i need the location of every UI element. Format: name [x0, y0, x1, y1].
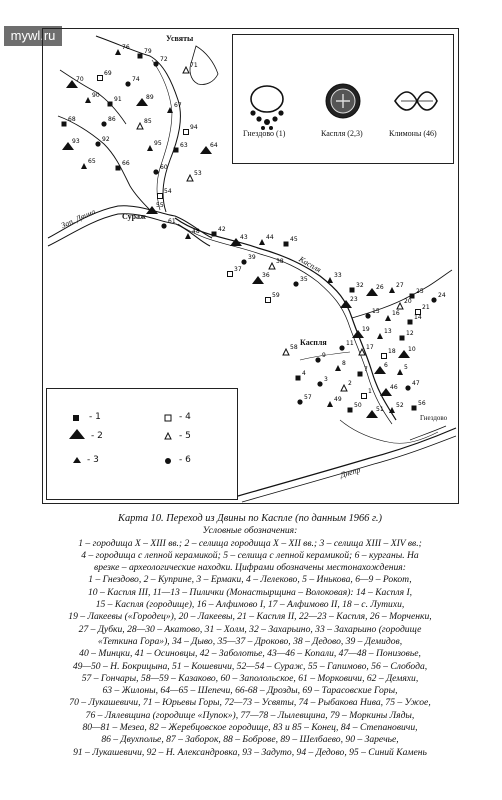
caption-line: 15 – Каспля (городище), 16 – Алфимово I, 17 – Алфимово II, 18 – с. Лутихи,	[95, 599, 405, 611]
label-dnepr: Днепр	[339, 465, 362, 480]
site-marker	[358, 372, 363, 377]
site-marker	[116, 166, 121, 171]
label-dvina: Зап. Двина	[59, 206, 97, 231]
site-number-label: 32	[356, 282, 364, 289]
caption-line: 19 – Лакеевы («Городец»), 20 – Лакеевы, 21 – Каспля II, 22—23 – Каспля, 26 – Морченки,	[68, 611, 432, 623]
legend-symbol-triangle-small-filled	[73, 457, 81, 463]
site-number-label: 89	[146, 94, 154, 101]
site-marker	[137, 123, 143, 129]
river-west-tributary	[58, 116, 150, 210]
legend-box	[46, 388, 238, 500]
caption-line: 70 – Лукашевичи, 71 – Юрьевы Горы, 72—73 – Усвяты, 74 – Рыбакова Нива, 75 – Ужое,	[69, 697, 431, 709]
site-marker	[269, 263, 275, 269]
river-usvyaty	[96, 36, 180, 212]
label-usvyaty: Усвяты	[166, 34, 194, 43]
site-marker	[284, 242, 289, 247]
site-marker	[147, 145, 153, 151]
site-number-label: 56	[418, 400, 426, 407]
site-number-label: 7	[364, 366, 368, 373]
inset-label-kaspla: Каспля (2,3)	[321, 129, 363, 138]
site-marker	[153, 169, 158, 174]
site-number-label: 37	[234, 266, 242, 273]
site-marker	[158, 194, 163, 199]
site-marker	[161, 223, 166, 228]
legend-symbol-triangle-large-filled	[69, 429, 85, 439]
site-number-label: 48	[192, 228, 200, 235]
site-marker	[350, 288, 355, 293]
site-number-label: 63	[180, 142, 188, 149]
site-marker	[297, 399, 302, 404]
caption-line: 63 – Жилоны, 64—65 – Шепечи, 66-68 – Дрозды, 69 – Тарасовские Горы,	[102, 685, 398, 697]
site-number-label: 71	[190, 62, 198, 69]
caption-line: 40 – Минцки, 41 – Осиновцы, 42 – Заболотье, 43—46 – Копали, 47—48 – Понизовье,	[79, 648, 421, 660]
site-number-label: 10	[408, 346, 416, 353]
site-marker	[125, 81, 130, 86]
site-number-label: 79	[144, 48, 152, 55]
site-marker	[385, 315, 391, 321]
site-number-label: 5	[404, 364, 408, 371]
site-number-label: 12	[406, 330, 414, 337]
site-number-label: 64	[210, 142, 218, 149]
site-number-label: 55	[156, 202, 164, 209]
site-marker	[382, 354, 387, 359]
site-marker	[412, 406, 417, 411]
caption-line: 1 – Гнездово, 2 – Куприне, 3 – Ермаки, 4 – Лелеково, 5 – Инькова, 6—9 – Рокот,	[88, 574, 412, 586]
site-number-label: 16	[392, 310, 400, 317]
site-number-label: 36	[262, 272, 270, 279]
site-number-label: 33	[334, 272, 342, 279]
legend-symbol-triangle-open	[165, 433, 171, 439]
site-number-label: 44	[266, 234, 274, 241]
site-marker	[335, 365, 341, 371]
caption-line: 86 – Двухполье, 87 – Заборок, 88 – Боброве, 89 – Шелбаево, 90 – Заречье,	[101, 734, 399, 746]
site-number-label: 66	[122, 160, 130, 167]
caption-line: врезке – археологические находки. Цифрами обозначены местонахождения:	[94, 562, 406, 574]
site-marker	[315, 357, 320, 362]
label-gnezdovo: Гнездово	[420, 414, 448, 422]
site-number-label: 19	[362, 326, 370, 333]
site-marker	[266, 298, 271, 303]
site-marker	[259, 239, 265, 245]
caption-line: 49—50 – Н. Бокрицына, 51 – Кошевичи, 52—54 – Сураж, 55 – Гапимово, 56 – Слобода,	[72, 660, 428, 672]
site-number-label: 51	[376, 406, 384, 413]
legend-item-4: - 4	[179, 412, 191, 422]
caption-line: 80—81 – Мезеа, 82 – Жеребцовское городище, 83 и 85 – Конец, 84 – Степановичи,	[82, 722, 418, 734]
site-number-label: 92	[102, 136, 110, 143]
site-number-label: 27	[396, 282, 404, 289]
site-number-label: 35	[300, 276, 308, 283]
legend-symbols	[47, 389, 237, 499]
site-number-label: 25	[416, 288, 424, 295]
site-marker	[296, 376, 301, 381]
legend-symbol-circle-filled	[165, 458, 171, 464]
site-marker	[187, 175, 193, 181]
caption-line: 10 – Каспля III, 11—13 – Пилички (Монастырщина – Волоковая): 14 – Каспля I,	[87, 586, 413, 598]
site-number-label: 76	[122, 44, 130, 51]
inset-label-klimony: Климоны (46)	[389, 129, 437, 138]
site-number-label: 9	[322, 352, 326, 359]
site-marker	[389, 287, 395, 293]
site-marker	[62, 122, 67, 127]
site-marker	[293, 281, 298, 286]
site-marker	[153, 61, 158, 66]
site-number-label: 46	[390, 384, 398, 391]
site-number-label: 85	[144, 118, 152, 125]
site-number-label: 58	[290, 344, 298, 351]
site-number-label: 1	[368, 388, 372, 395]
legend-item-6: - 6	[179, 455, 191, 465]
site-number-label: 52	[396, 402, 404, 409]
site-marker	[183, 67, 189, 73]
site-number-label: 38	[276, 258, 284, 265]
site-marker	[327, 277, 333, 283]
caption-line: 57 – Гончары, 58—59 – Казаково, 60 – Заполольское, 61 – Морковичи, 62 – Демяхи,	[81, 672, 419, 684]
site-number-label: 68	[68, 116, 76, 123]
legend-item-1: - 1	[89, 412, 101, 422]
site-number-label: 8	[342, 360, 346, 367]
label-kaspla-town: Каспля	[300, 338, 327, 347]
site-number-label: 13	[384, 328, 392, 335]
legend-symbol-square-open	[165, 415, 171, 421]
site-number-label: 21	[422, 304, 430, 311]
site-number-label: 20	[404, 298, 412, 305]
site-number-label: 24	[438, 292, 446, 299]
site-number-label: 91	[114, 96, 122, 103]
site-number-label: 54	[164, 188, 172, 195]
label-kaspla-river: Каспля	[297, 254, 323, 275]
site-marker	[397, 303, 403, 309]
caption-line: 4 – городища с лепной керамикой; 5 – селища с лепной керамикой; 6 – курганы. На	[81, 549, 419, 561]
site-number-label: 4	[302, 370, 306, 377]
site-number-label: 49	[334, 396, 342, 403]
site-number-label: 17	[366, 344, 374, 351]
site-marker	[283, 349, 289, 355]
site-number-label: 67	[174, 102, 182, 109]
site-number-label: 42	[218, 226, 226, 233]
site-number-label: 47	[412, 380, 420, 387]
caption-line: «Теткина Гора»), 34 – Дыво, 35—37 – Дроково, 38 – Дедово, 39 – Демидов,	[97, 635, 403, 647]
label-surazh: Сураж	[122, 212, 146, 221]
necklace-drawing	[250, 86, 283, 130]
site-number-label: 45	[290, 236, 298, 243]
site-marker	[95, 141, 100, 146]
site-number-label: 2	[348, 380, 352, 387]
site-number-label: 15	[372, 308, 380, 315]
site-number-label: 57	[304, 394, 312, 401]
site-marker	[317, 381, 322, 386]
caption-line: 27 – Дубки, 28—30 – Акатово, 31 – Холм, 32 – Захарьино, 33 – Захарьино (городище	[78, 623, 422, 635]
inset-finds-box	[232, 34, 454, 164]
site-marker	[185, 233, 191, 239]
inset-label-gnezdovo: Гнездово (1)	[243, 129, 286, 138]
site-marker	[101, 121, 106, 126]
caption-subtitle: Условные обозначения:	[202, 525, 298, 537]
caption-title: Карта 10. Переход из Двины по Каспле (по данным 1966 г.)	[118, 513, 382, 524]
watermark-badge: mywl.ru	[4, 26, 62, 46]
site-number-label: 3	[324, 376, 328, 383]
coin-drawing	[326, 84, 360, 118]
site-number-label: 6	[384, 362, 388, 369]
site-marker	[377, 333, 383, 339]
site-number-label: 53	[194, 170, 202, 177]
site-number-label: 93	[72, 138, 80, 145]
inset-drawings	[233, 35, 453, 163]
site-number-label: 69	[104, 70, 112, 77]
map-caption	[40, 513, 460, 759]
legend-symbol-square-filled	[73, 415, 79, 421]
site-marker	[174, 148, 179, 153]
site-marker	[365, 313, 370, 318]
site-number-label: 86	[108, 116, 116, 123]
site-marker	[108, 102, 113, 107]
caption-line: 1 – городища X – XIII вв.; 2 – селища городища X – XII вв.; 3 – селища XIII – XIV вв.;	[78, 537, 422, 549]
legend-item-3: - 3	[87, 455, 99, 465]
site-marker	[339, 345, 344, 350]
caption-line: 76 – Лялевщина (городище «Пупок»), 77—78 – Лылевщина, 79 – Моркины Ляды,	[85, 709, 415, 721]
site-number-label: 70	[76, 76, 84, 83]
site-marker	[431, 297, 436, 302]
site-number-label: 11	[346, 340, 354, 347]
site-marker	[138, 54, 143, 59]
site-number-label: 60	[160, 164, 168, 171]
site-marker	[81, 163, 87, 169]
site-marker	[98, 76, 103, 81]
site-number-label: 61	[168, 218, 176, 225]
site-marker	[397, 369, 403, 375]
site-number-label: 90	[92, 92, 100, 99]
site-number-label: 26	[376, 284, 384, 291]
site-marker	[400, 336, 405, 341]
site-marker	[212, 232, 217, 237]
site-marker	[362, 394, 367, 399]
site-number-label: 39	[248, 254, 256, 261]
site-number-label: 94	[190, 124, 198, 131]
site-number-label: 18	[388, 348, 396, 355]
site-marker	[228, 272, 233, 277]
legend-item-5: - 5	[179, 431, 191, 441]
site-number-label: 43	[240, 234, 248, 241]
site-marker	[341, 385, 347, 391]
site-number-label: 72	[160, 56, 168, 63]
legend-item-2: - 2	[91, 431, 103, 441]
river-kaspla-east	[352, 270, 452, 318]
river-south	[340, 420, 438, 443]
caption-line: 91 – Лукашевичи, 92 – Н. Александровка, 93 – Задуто, 94 – Дедово, 95 – Синий Камень	[73, 746, 427, 758]
site-number-label: 59	[272, 292, 280, 299]
site-number-label: 23	[350, 296, 358, 303]
site-marker	[167, 107, 173, 113]
site-marker	[405, 385, 410, 390]
river-gnezdovo	[410, 426, 446, 440]
site-marker	[115, 49, 121, 55]
site-marker	[348, 408, 353, 413]
site-marker	[85, 97, 91, 103]
site-marker	[241, 259, 246, 264]
site-number-label: 14	[414, 314, 422, 321]
site-marker	[327, 401, 333, 407]
site-marker	[408, 320, 413, 325]
site-number-label: 50	[354, 402, 362, 409]
site-number-label: 65	[88, 158, 96, 165]
site-marker	[184, 130, 189, 135]
site-number-label: 74	[132, 76, 140, 83]
site-number-label: 95	[154, 140, 162, 147]
bracelet-drawing	[395, 92, 437, 110]
